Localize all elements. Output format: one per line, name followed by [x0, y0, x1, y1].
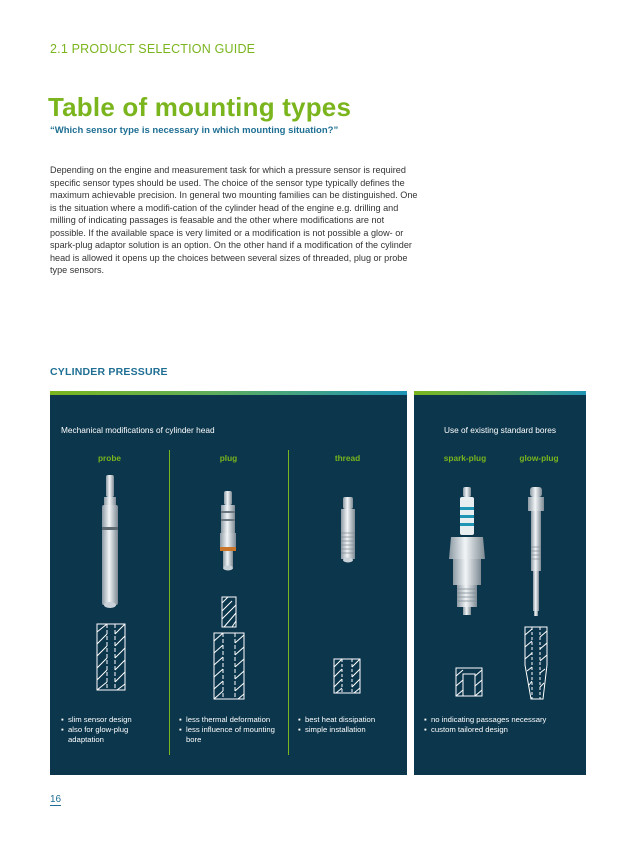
- panel-accent-bar: [50, 391, 407, 395]
- list-item: ▪ simple installation: [298, 725, 403, 735]
- list-item: ▪ slim sensor design: [61, 715, 166, 725]
- thread-bore-drawing: [332, 657, 362, 697]
- section-label: 2.1 PRODUCT SELECTION GUIDE: [50, 42, 256, 56]
- list-item: ▪ no indicating passages necessary: [424, 715, 582, 725]
- bullets-existing-bores: [424, 715, 582, 735]
- cylinder-pressure-heading: CYLINDER PRESSURE: [50, 366, 168, 378]
- panel-existing-bores: [414, 391, 586, 775]
- page-number: 16: [50, 794, 62, 805]
- panel-mechanical-modifications: [50, 391, 407, 775]
- probe-sensor-image: [99, 475, 121, 610]
- intro-paragraph: Depending on the engine and measurement task for which a pressure sensor is required specific sensor types should be used. The choice of the sensor type typically defines the maximum achievable precision. In general two mounting families can be distinguished. One is the situation where a modifi-cation of the cylinder head of the engine e.g. drilling and milling of indicating passages is feasable and the other where modifications are not possible. If the available space is very limited or a modification is not possible a glow- or spark-plug adaptor solution is an option. On the other hand if a modification of the cylinder head is allowed it opens up the choices between several sizes of threaded, plug or probe type sensors.: [50, 165, 418, 275]
- list-item: ▪ less influence of mounting bore: [179, 725, 284, 745]
- column-divider: [288, 450, 289, 755]
- panel-title: Mechanical modifications of cylinder head: [61, 425, 215, 435]
- probe-bore-drawing: [95, 622, 127, 694]
- column-label-thread: thread: [334, 453, 361, 463]
- spark-plug-sensor-image: [447, 487, 487, 617]
- column-label-spark-plug: spark-plug: [443, 453, 487, 463]
- column-label-probe: probe: [97, 453, 122, 463]
- bullets-plug: [179, 715, 284, 745]
- glow-plug-sensor-image: [524, 487, 548, 617]
- plug-sensor-image: [216, 491, 240, 573]
- panel-accent-bar: [414, 391, 586, 395]
- list-item: ▪ custom tailored design: [424, 725, 582, 735]
- panel-title: Use of existing standard bores: [443, 425, 557, 435]
- column-label-plug: plug: [219, 453, 238, 463]
- page-subtitle: “Which sensor type is necessary in which mounting situation?”: [50, 125, 339, 136]
- spark-plug-bore-drawing: [454, 666, 484, 698]
- column-divider: [169, 450, 170, 755]
- bullets-probe: [61, 715, 166, 745]
- thread-sensor-image: [337, 497, 359, 567]
- column-label-glow-plug: glow-plug: [519, 453, 559, 463]
- plug-bore-drawing: [212, 595, 246, 703]
- list-item: ▪ less thermal deformation: [179, 715, 284, 725]
- bullets-thread: [298, 715, 403, 735]
- list-item: ▪ also for glow-plug adaptation: [61, 725, 166, 745]
- page-title: Table of mounting types: [48, 92, 352, 122]
- list-item: ▪ best heat dissipation: [298, 715, 403, 725]
- glow-plug-bore-drawing: [521, 625, 551, 701]
